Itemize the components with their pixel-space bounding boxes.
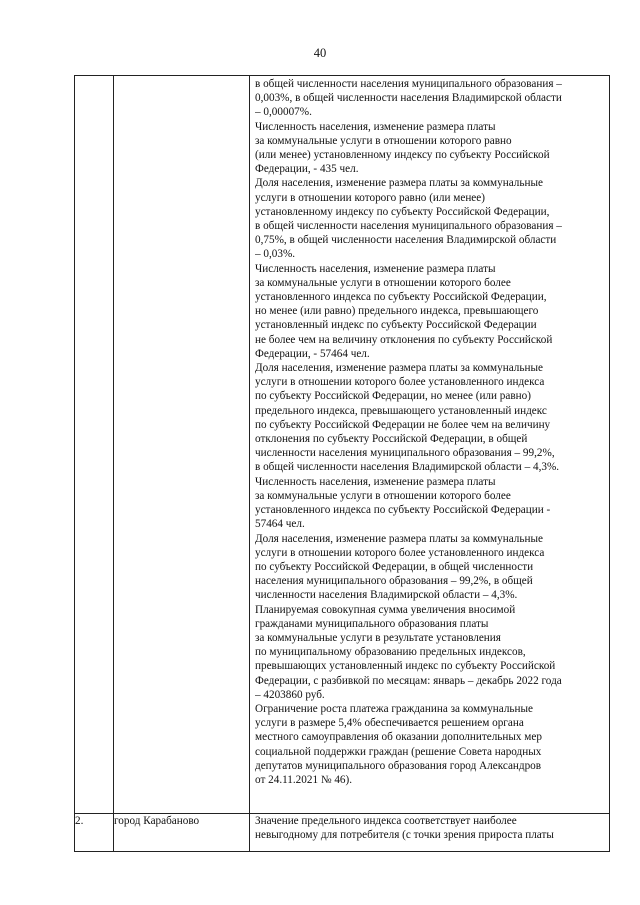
text-line: – 0,03%. <box>255 248 296 261</box>
table-row <box>75 76 610 814</box>
text-line: (или менее) установленному индексу по субъекту Российской <box>255 149 550 162</box>
text-line: по субъекту Российской Федерации не более чем на величину <box>255 418 551 431</box>
municipality-name-cell: город Карабаново <box>114 814 250 852</box>
text-line: в общей численности населения муниципального образования – <box>255 78 562 90</box>
text-line: услуги в размере 5,4% обеспечивается решением органа <box>255 717 524 730</box>
document-table <box>74 75 610 852</box>
text-line: социальной поддержки граждан (решение Совета народных <box>255 745 542 758</box>
text-line: установленному индексу по субъекту Российской Федерации, <box>255 205 550 218</box>
row-number-cell: 2. <box>75 814 114 852</box>
text-line: за коммунальные услуги в отношении которого более <box>255 276 511 289</box>
text-line: не более чем на величину отклонения по субъекту Российской <box>255 333 553 346</box>
text-line: установленного индекса по субъекту Российской Федерации - <box>255 504 551 517</box>
text-line: численности населения Владимирской области – 4,3%. <box>255 589 518 602</box>
text-line: услуги в отношении которого более установленного индекса <box>255 376 545 389</box>
text-line: Доля населения, изменение размера платы за коммунальные <box>255 362 543 375</box>
text-line: Ограничение роста платежа гражданина за коммунальные <box>255 702 533 715</box>
text-line: Планируемая совокупная сумма увеличения вносимой <box>255 603 516 616</box>
text-line: населения муниципального образования – 99,2%, в общей <box>255 575 533 588</box>
text-line: за коммунальные услуги в отношении которого более <box>255 489 511 502</box>
text-line: Значение предельного индекса соответствует наиболее <box>255 815 517 827</box>
municipality-name-cell <box>114 76 250 814</box>
text-line: Федерации, - 435 чел. <box>255 163 359 176</box>
text-line: по субъекту Российской Федерации, в общей численности <box>255 560 534 573</box>
text-line: отклонения по субъекту Российской Федерации, в общей <box>255 433 528 446</box>
text-line: – 4203860 руб. <box>255 688 325 701</box>
text-line: услуги в отношении которого более установленного индекса <box>255 546 545 559</box>
description-cell <box>250 814 610 852</box>
text-line: депутатов муниципального образования город Александров <box>255 759 542 772</box>
row-number-cell <box>75 76 114 814</box>
text-line: предельного индекса, превышающего установленный индекс <box>255 404 547 417</box>
text-line: невыгодному для потребителя (с точки зрения прироста платы <box>255 829 554 842</box>
text-line: за коммунальные услуги в результате установления <box>255 631 501 644</box>
text-line: в общей численности населения Владимирской области – 4,3%. <box>255 461 560 474</box>
page-number: 40 <box>313 46 327 60</box>
text-line: гражданами муниципального образования платы <box>255 617 489 630</box>
text-line: но менее (или равно) предельного индекса, превышающего <box>255 305 539 318</box>
text-line: установленного индекса по субъекту Российской Федерации, <box>255 291 547 304</box>
text-line: за коммунальные услуги в отношении которого равно <box>255 134 512 147</box>
text-line: Численность населения, изменение размера платы <box>255 475 496 488</box>
text-line: – 0,00007%. <box>255 106 312 119</box>
table-row <box>75 814 610 852</box>
text-line: местного самоуправления об оказании дополнительных мер <box>255 731 542 744</box>
text-line: Федерации, - 57464 чел. <box>255 347 370 360</box>
text-line: в общей численности населения муниципального образования – <box>255 220 562 233</box>
text-line: численности населения муниципального образования – 99,2%, <box>255 447 555 460</box>
text-line: Численность населения, изменение размера платы <box>255 120 496 133</box>
text-line: по субъекту Российской Федерации, но менее (или равно) <box>255 390 531 403</box>
text-line: Численность населения, изменение размера платы <box>255 262 496 275</box>
text-line: от 24.11.2021 № 46). <box>255 773 353 786</box>
text-line: 0,75%, в общей численности населения Владимирской области <box>255 234 557 247</box>
text-line: превышающих установленный индекс по субъекту Российской <box>255 660 556 673</box>
text-line: установленный индекс по субъекту Российской Федерации <box>255 319 537 332</box>
text-line: Доля населения, изменение размера платы за коммунальные <box>255 532 543 545</box>
text-line: 0,003%, в общей численности населения Владимирской области <box>255 92 562 105</box>
text-line: Доля населения, изменение размера платы за коммунальные <box>255 177 543 190</box>
text-line: услуги в отношении которого равно (или менее) <box>255 191 485 204</box>
description-cell <box>250 76 610 814</box>
text-line: 57464 чел. <box>255 518 305 531</box>
text-line: по муниципальному образованию предельных индексов, <box>255 646 526 659</box>
text-line: Федерации, с разбивкой по месяцам: январь – декабрь 2022 года <box>255 674 562 687</box>
